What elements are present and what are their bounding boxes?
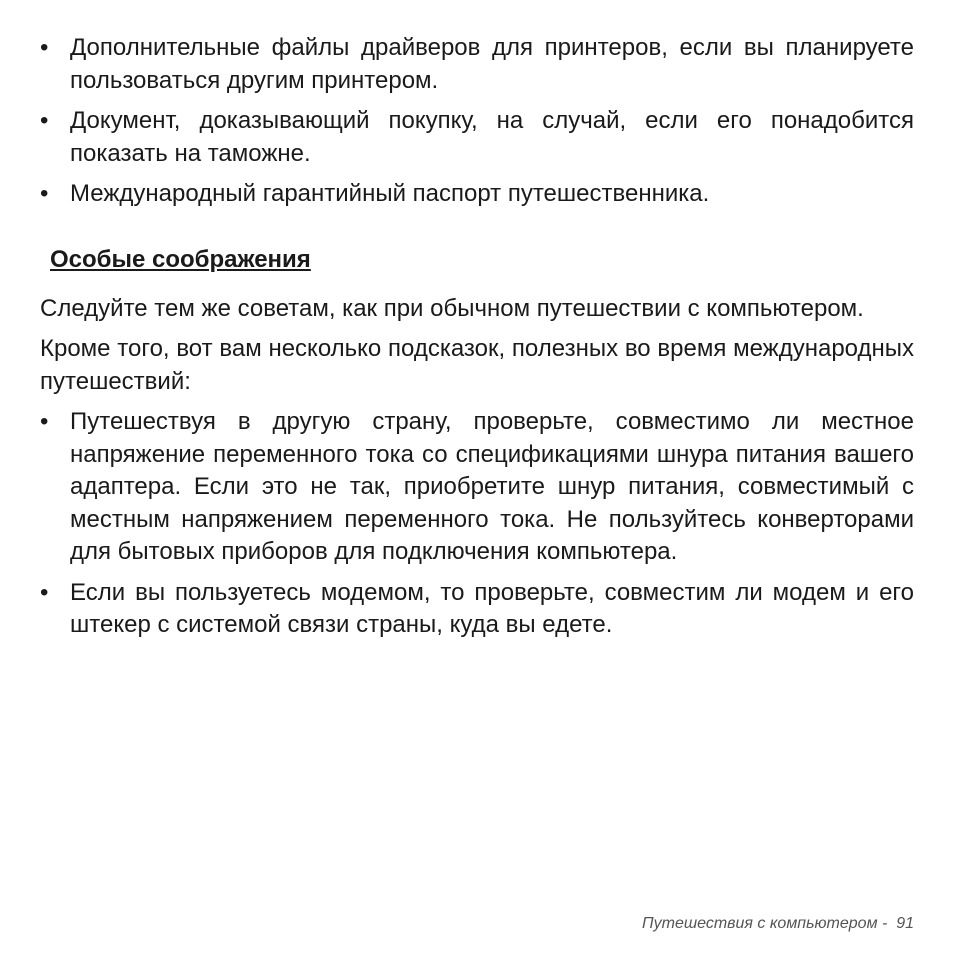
list-item-text: Если вы пользуетесь модемом, то проверьте, совместим ли модем и его штекер с системой связи страны, куда вы едете. bbox=[70, 578, 914, 638]
list-item bbox=[40, 577, 914, 642]
paragraph: Кроме того, вот вам несколько подсказок, полезных во время международных путешествий: bbox=[40, 335, 914, 395]
list-item-text: Путешествуя в другую страну, проверьте, совместимо ли местное напряжение переменного тока со спецификациями шнура питания вашего адаптера. Если это не так, приобретите шнур питания, совместимый с местным напряжением переменного тока. Не пользуйтесь конверторами для бытовых приборов для подключения компьютера. bbox=[70, 408, 914, 565]
packing-list bbox=[40, 32, 914, 211]
page-footer bbox=[642, 915, 914, 933]
bullet-mark: • bbox=[40, 408, 49, 435]
bullet-mark: • bbox=[40, 180, 49, 207]
travel-tips-list bbox=[40, 406, 914, 642]
bullet-mark: • bbox=[40, 34, 49, 61]
page-number: 91 bbox=[896, 915, 914, 932]
list-item bbox=[40, 32, 914, 97]
paragraph: Следуйте тем же советам, как при обычном путешествии с компьютером. bbox=[40, 294, 864, 322]
footer-section-title: Путешествия с компьютером - bbox=[642, 915, 888, 932]
document-page bbox=[40, 32, 914, 650]
list-item-text: Документ, доказывающий покупку, на случай, если его понадобится показать на таможне. bbox=[70, 107, 914, 167]
list-item-text: Дополнительные файлы драйверов для принтеров, если вы планируете пользоваться другим принтером. bbox=[70, 34, 914, 94]
bullet-mark: • bbox=[40, 578, 49, 606]
bullet-mark: • bbox=[40, 107, 49, 134]
list-item-text: Международный гарантийный паспорт путешественника. bbox=[70, 180, 710, 207]
list-item bbox=[40, 105, 914, 170]
section-heading: Особые соображения bbox=[50, 245, 311, 273]
list-item bbox=[40, 406, 914, 569]
list-item bbox=[40, 178, 914, 211]
